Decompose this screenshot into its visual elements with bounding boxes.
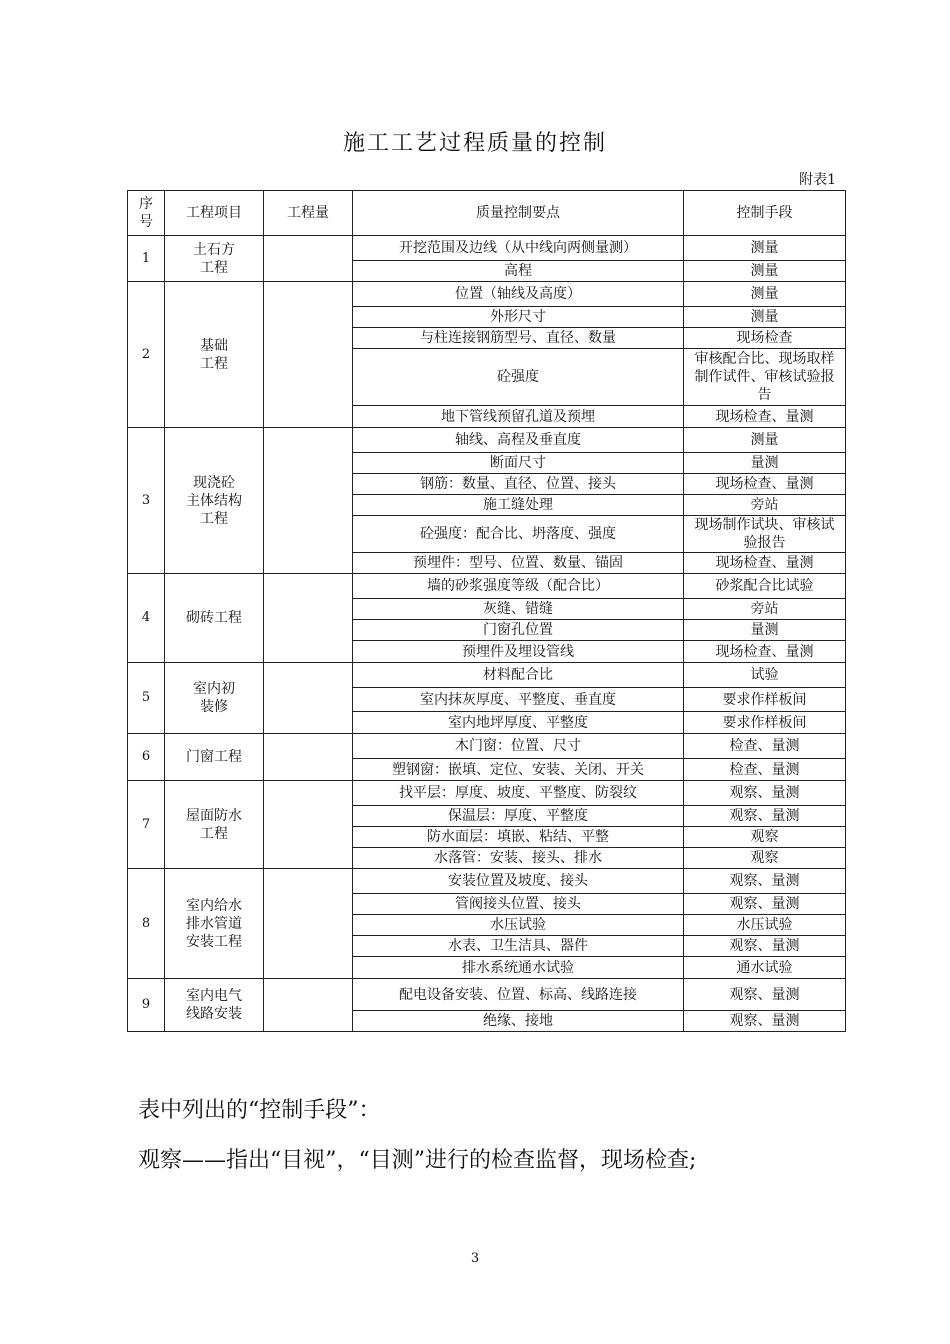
control-method: 观察、量测 <box>684 1011 846 1032</box>
control-point: 灰缝、错缝 <box>353 599 684 620</box>
table-row <box>128 734 846 759</box>
control-point: 位置（轴线及高度） <box>353 282 684 307</box>
section-number: 9 <box>128 979 165 1032</box>
control-point: 砼强度：配合比、坍落度、强度 <box>353 516 684 553</box>
control-method: 试验 <box>684 663 846 688</box>
table-row <box>128 979 846 1011</box>
section-project: 现浇砼 主体结构 工程 <box>165 428 264 574</box>
control-method: 测量 <box>684 261 846 282</box>
control-method: 检查、量测 <box>684 734 846 759</box>
control-point: 室内地坪厚度、平整度 <box>353 712 684 734</box>
control-method: 测量 <box>684 282 846 307</box>
control-method: 观察、量测 <box>684 869 846 894</box>
control-point: 外形尺寸 <box>353 307 684 328</box>
section-project: 土石方 工程 <box>165 236 264 282</box>
section-quantity <box>264 574 353 663</box>
section-project: 门窗工程 <box>165 734 264 781</box>
control-point: 轴线、高程及垂直度 <box>353 428 684 453</box>
section-quantity <box>264 869 353 979</box>
section-quantity <box>264 282 353 428</box>
header-project: 工程项目 <box>165 191 264 236</box>
control-method: 现场检查、量测 <box>684 553 846 574</box>
control-method: 测量 <box>684 307 846 328</box>
control-method: 水压试验 <box>684 915 846 936</box>
control-method: 现场检查、量测 <box>684 474 846 495</box>
section-number: 3 <box>128 428 165 574</box>
control-method: 现场制作试块、审核试验报告 <box>684 516 846 553</box>
control-method: 观察、量测 <box>684 979 846 1011</box>
page-title: 施工工艺过程质量的控制 <box>342 131 607 156</box>
control-point: 安装位置及坡度、接头 <box>353 869 684 894</box>
section-number: 5 <box>128 663 165 734</box>
section-number: 8 <box>128 869 165 979</box>
control-method: 现场检查 <box>684 328 846 349</box>
section-project: 基础 工程 <box>165 282 264 428</box>
control-method: 观察 <box>684 848 846 869</box>
control-point: 配电设备安装、位置、标高、线路连接 <box>353 979 684 1011</box>
control-point: 材料配合比 <box>353 663 684 688</box>
control-point: 塑钢窗：嵌填、定位、安装、关闭、开关 <box>353 759 684 781</box>
table-row <box>128 236 846 261</box>
control-method: 检查、量测 <box>684 759 846 781</box>
section-quantity <box>264 428 353 574</box>
section-number: 7 <box>128 781 165 869</box>
control-point: 排水系统通水试验 <box>353 957 684 979</box>
table-header-row <box>128 191 846 236</box>
section-project: 室内给水 排水管道 安装工程 <box>165 869 264 979</box>
control-method: 观察、量测 <box>684 781 846 806</box>
section-quantity <box>264 781 353 869</box>
section-number: 6 <box>128 734 165 781</box>
header-method: 控制手段 <box>684 191 846 236</box>
section-quantity <box>264 663 353 734</box>
control-point: 水压试验 <box>353 915 684 936</box>
section-project: 砌砖工程 <box>165 574 264 663</box>
control-method: 测量 <box>684 236 846 261</box>
section-project: 室内初 装修 <box>165 663 264 734</box>
page-number: 3 <box>470 1251 480 1266</box>
control-point: 开挖范围及边线（从中线向两侧量测） <box>353 236 684 261</box>
table-row <box>128 869 846 894</box>
control-method: 量测 <box>684 453 846 474</box>
table-body <box>128 236 846 1032</box>
control-point: 砼强度 <box>353 349 684 406</box>
control-method: 量测 <box>684 620 846 641</box>
control-point: 找平层：厚度、坡度、平整度、防裂纹 <box>353 781 684 806</box>
section-quantity <box>264 734 353 781</box>
control-method: 通水试验 <box>684 957 846 979</box>
control-point: 水落管：安装、接头、排水 <box>353 848 684 869</box>
table-row <box>128 574 846 599</box>
table-row <box>128 663 846 688</box>
control-point: 预埋件：型号、位置、数量、锚固 <box>353 553 684 574</box>
header-points: 质量控制要点 <box>353 191 684 236</box>
control-point: 门窗孔位置 <box>353 620 684 641</box>
quality-control-table <box>127 190 846 1032</box>
section-project: 室内电气 线路安装 <box>165 979 264 1032</box>
control-method: 测量 <box>684 428 846 453</box>
control-method: 观察、量测 <box>684 936 846 957</box>
control-method: 观察、量测 <box>684 806 846 827</box>
paragraph-intro: 表中列出的“控制手段”： <box>138 1098 381 1123</box>
control-method: 砂浆配合比试验 <box>684 574 846 599</box>
control-point: 与柱连接钢筋型号、直径、数量 <box>353 328 684 349</box>
control-method: 要求作样板间 <box>684 712 846 734</box>
control-method: 观察、量测 <box>684 894 846 915</box>
section-quantity <box>264 236 353 282</box>
control-point: 室内抹灰厚度、平整度、垂直度 <box>353 688 684 712</box>
control-method: 观察 <box>684 827 846 848</box>
control-point: 防水面层：填嵌、粘结、平整 <box>353 827 684 848</box>
control-method: 要求作样板间 <box>684 688 846 712</box>
header-no: 序 号 <box>128 191 165 236</box>
table-row <box>128 428 846 453</box>
control-point: 保温层：厚度、平整度 <box>353 806 684 827</box>
control-point: 高程 <box>353 261 684 282</box>
control-method: 现场检查、量测 <box>684 641 846 663</box>
control-point: 绝缘、接地 <box>353 1011 684 1032</box>
control-point: 地下管线预留孔道及预埋 <box>353 406 684 428</box>
header-quantity: 工程量 <box>264 191 353 236</box>
table-row <box>128 282 846 307</box>
section-number: 2 <box>128 282 165 428</box>
appendix-label: 附表1 <box>799 172 836 188</box>
control-method: 现场检查、量测 <box>684 406 846 428</box>
section-quantity <box>264 979 353 1032</box>
control-point: 施工缝处理 <box>353 495 684 516</box>
control-point: 水表、卫生洁具、器件 <box>353 936 684 957</box>
control-point: 断面尺寸 <box>353 453 684 474</box>
paragraph-observation: 观察——指出“目视”，“目测”进行的检查监督，现场检查; <box>138 1148 697 1173</box>
control-point: 墙的砂浆强度等级（配合比） <box>353 574 684 599</box>
control-method: 旁站 <box>684 599 846 620</box>
control-method: 旁站 <box>684 495 846 516</box>
section-number: 4 <box>128 574 165 663</box>
control-point: 管阀接头位置、接头 <box>353 894 684 915</box>
table-row <box>128 781 846 806</box>
section-project: 屋面防水 工程 <box>165 781 264 869</box>
control-point: 钢筋：数量、直径、位置、接头 <box>353 474 684 495</box>
control-point: 木门窗：位置、尺寸 <box>353 734 684 759</box>
control-point: 预埋件及埋设管线 <box>353 641 684 663</box>
control-method: 审核配合比、现场取样制作试件、审核试验报告 <box>684 349 846 406</box>
section-number: 1 <box>128 236 165 282</box>
